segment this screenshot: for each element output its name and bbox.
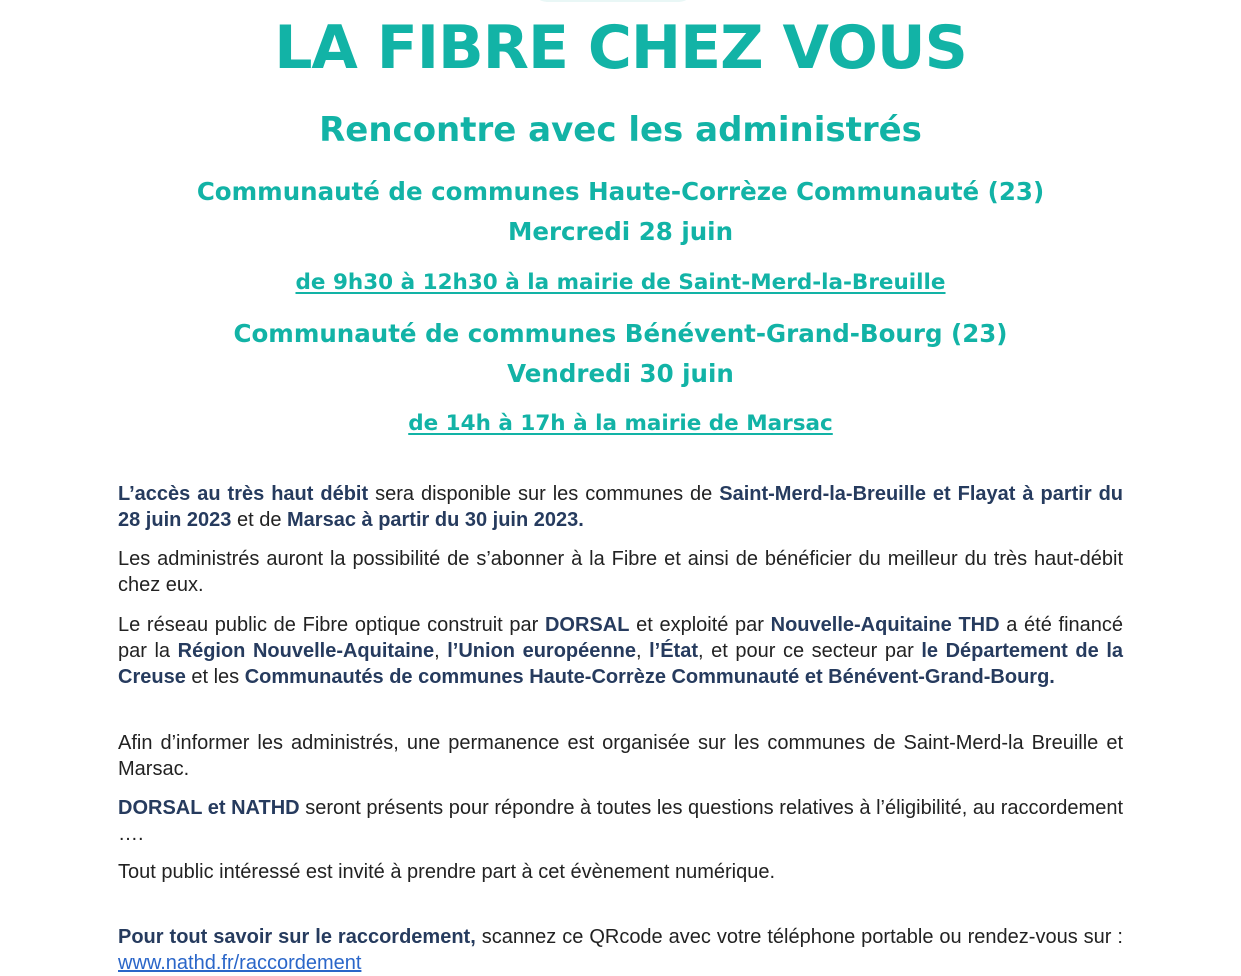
bold-state: l’État <box>649 640 698 662</box>
page-subtitle: Rencontre avec les administrés <box>319 110 922 150</box>
event-2-date: Vendredi 30 juin <box>507 359 734 388</box>
bold-nathd: Nouvelle-Aquitaine THD <box>770 614 1000 636</box>
text-network-5: , <box>635 640 650 662</box>
event-1-date: Mercredi 28 juin <box>507 217 734 246</box>
top-decorative-shape <box>533 0 693 2</box>
paragraph-presence <box>118 795 1123 847</box>
page-title: LA FIBRE CHEZ VOUS <box>274 13 967 83</box>
bold-eu: l’Union européenne <box>447 640 636 662</box>
bold-dorsal-nathd: DORSAL et NATHD <box>118 797 300 819</box>
bold-communes-date: Saint-Merd-la-Breuille et Flayat à partir du 28 juin 2023 <box>118 483 1124 531</box>
text-network-7: et les <box>185 666 245 688</box>
bold-access: L’accès au très haut débit <box>118 483 369 505</box>
bold-departement: le Département de la Creuse <box>118 640 1123 688</box>
text-network-2: et exploité par <box>629 614 771 636</box>
text-network-1: Le réseau public de Fibre optique construit par <box>118 614 545 636</box>
text-access-1: sera disponible sur les communes de <box>368 483 720 505</box>
paragraph-network <box>118 612 1123 690</box>
event-1-community: Communauté de communes Haute-Corrèze Communauté (23) <box>196 177 1045 206</box>
text-raccordement: scannez ce QRcode avec votre téléphone portable ou rendez-vous sur : <box>475 926 1123 948</box>
text-network-3: a été financé par la <box>118 614 1124 662</box>
paragraph-subscription: Les administrés auront la possibilité de s’abonner à la Fibre et ainsi de bénéficier du meilleur du très haut-débit chez eux. <box>118 548 1123 596</box>
text-access-2: et de <box>231 509 288 531</box>
paragraph-public: Tout public intéressé est invité à prendre part à cet évènement numérique. <box>118 861 776 883</box>
paragraph-permanence: Afin d’informer les administrés, une permanence est organisée sur les communes de Saint-Merd-la Breuille et Marsac. <box>118 732 1123 780</box>
bold-marsac-date: Marsac à partir du 30 juin 2023. <box>287 509 584 531</box>
text-presence: seront présents pour répondre à toutes les questions relatives à l’éligibilité, au raccordement …. <box>118 797 1124 845</box>
paragraph-access <box>118 481 1123 533</box>
event-2-community: Communauté de communes Bénévent-Grand-Bourg (23) <box>233 319 1008 348</box>
event-1-location-link[interactable]: de 9h30 à 12h30 à la mairie de Saint-Merd-la-Breuille <box>295 270 946 295</box>
bold-raccordement: Pour tout savoir sur le raccordement, <box>118 926 476 948</box>
bold-dorsal: DORSAL <box>544 614 630 636</box>
raccordement-link[interactable]: www.nathd.fr/raccordement <box>118 952 362 974</box>
text-network-6: , et pour ce secteur par <box>698 640 922 662</box>
paragraph-raccordement <box>118 924 1123 976</box>
event-2-location-link[interactable]: de 14h à 17h à la mairie de Marsac <box>408 411 833 436</box>
bold-region: Région Nouvelle-Aquitaine <box>177 640 435 662</box>
text-network-4: , <box>434 640 448 662</box>
bold-communautes: Communautés de communes Haute-Corrèze Communauté et Bénévent-Grand-Bourg. <box>244 666 1055 688</box>
